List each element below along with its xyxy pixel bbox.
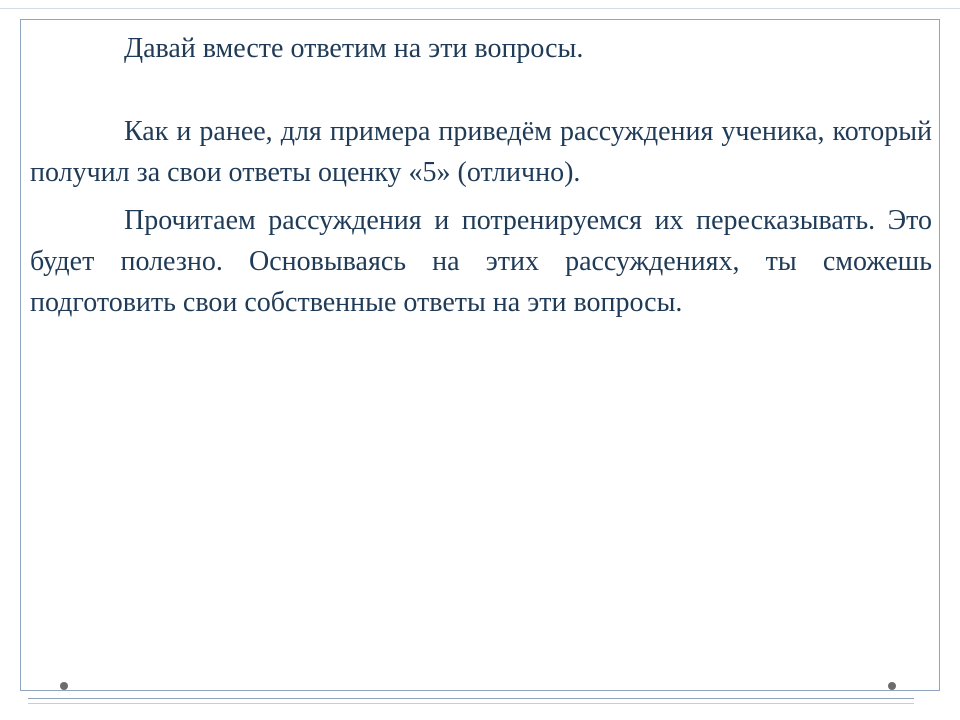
slide-text-body [30,28,932,323]
bottom-rule [28,698,914,699]
slide-heading: Давай вместе ответим на эти вопросы. [124,33,584,64]
bottom-rule-secondary [28,703,914,704]
paragraph-1: Как и ранее, для примера приведём рассуждения ученика, который получил за свои ответы оценку «5» (отлично). [30,116,932,188]
top-rule [0,8,960,9]
right-dot-icon [888,682,896,690]
left-dot-icon [60,682,68,690]
paragraph-2: Прочитаем рассуждения и потренируемся их пересказывать. Это будет полезно. Основываясь на этих рассуждениях, ты сможешь подготовить свои собственные ответы на эти вопросы. [30,205,932,318]
